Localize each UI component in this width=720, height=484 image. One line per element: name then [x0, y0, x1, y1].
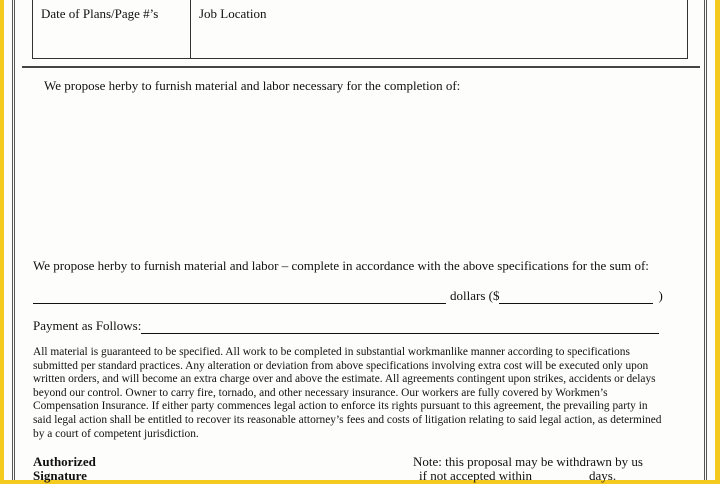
header-table	[32, 0, 688, 59]
work-description-intro: We propose herby to furnish material and labor necessary for the completion of:	[44, 78, 461, 93]
terms-line: said legal action shall be entitled to recover its reasonable attorney’s fees and costs of litigation relating to said legal action, as determined	[33, 413, 662, 426]
terms-paragraph	[33, 346, 663, 441]
sum-sentence: We propose herby to furnish material and labor – complete in accordance with the above specifications for the sum of:	[33, 258, 649, 273]
terms-line: All material is guaranteed to be specified. All work to be completed in substantial workmanlike manner according to specifications	[33, 346, 630, 358]
date-of-plans-label: Date of Plans/Page #’s	[41, 6, 159, 21]
payment-row	[33, 318, 659, 334]
dollars-label: dollars ($	[450, 288, 500, 303]
terms-line: written orders, and will become an extra charge over and above the estimate. All agreements contingent upon strikes, accidents or delays	[33, 373, 656, 386]
section-divider	[22, 66, 700, 68]
job-location-label: Job Location	[199, 6, 267, 21]
close-paren: )	[658, 288, 663, 303]
terms-line: submitted per standard practices. Any alteration or deviation from above specifications involving extra cost will be executed only upon	[33, 359, 649, 372]
payment-terms-line[interactable]	[141, 321, 659, 334]
job-location-cell[interactable]	[191, 0, 687, 58]
amount-words-line[interactable]	[33, 291, 446, 304]
terms-line: Compensation Insurance. If either party commences legal action to enforce its rights pursuant to this agreement, the prevailing party in	[33, 400, 648, 413]
withdrawal-note: Note: this proposal may be withdrawn by us	[413, 454, 643, 469]
acceptance-deadline-text: if not accepted within	[419, 468, 532, 483]
days-label: days.	[589, 468, 617, 483]
work-description-area[interactable]	[40, 96, 680, 246]
terms-line: beyond our control. Owner to carry fire, tornado, and other necessary insurance. Our workers are fully covered by Workmen’s	[33, 386, 608, 399]
authorized-label: Authorized	[33, 454, 96, 469]
amount-number-line[interactable]	[499, 291, 653, 304]
date-of-plans-cell[interactable]	[33, 0, 191, 58]
terms-line: by a court of competent jurisdiction.	[33, 427, 199, 440]
payment-label: Payment as Follows:	[33, 318, 142, 333]
dollars-row	[33, 288, 663, 304]
signature-label: Signature	[33, 468, 87, 483]
